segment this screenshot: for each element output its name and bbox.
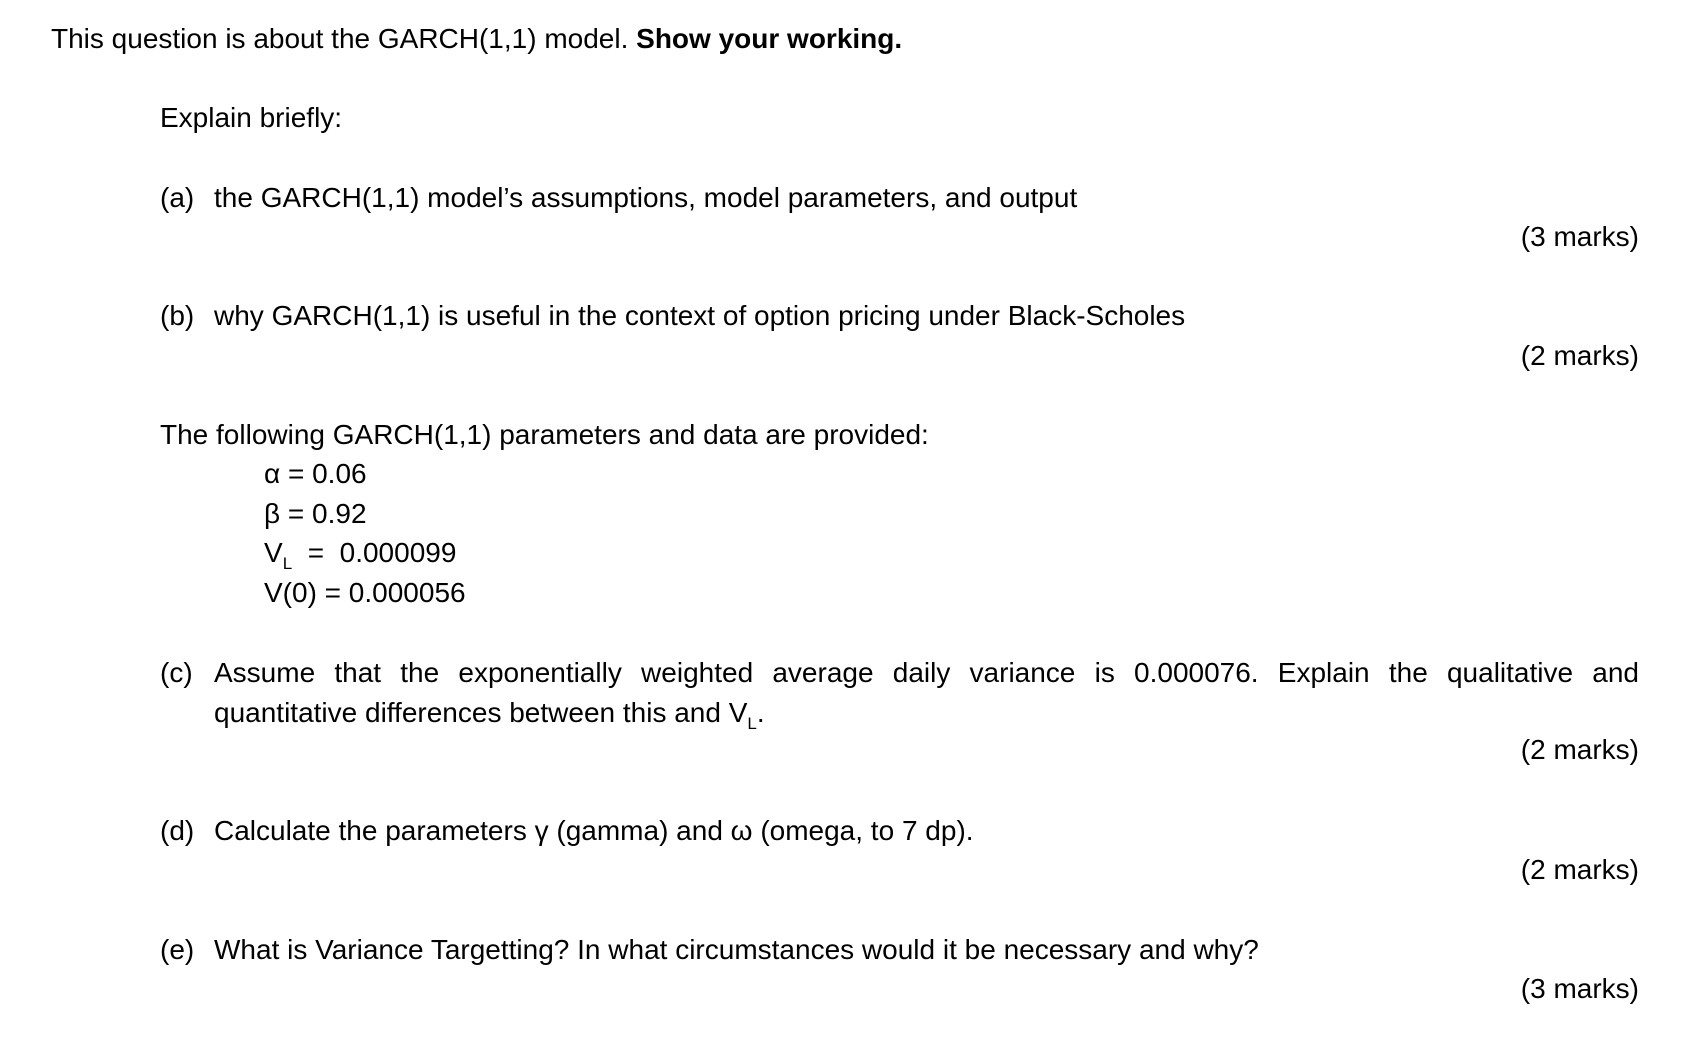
question-a-marks: (3 marks) — [1520, 221, 1639, 252]
param-alpha: α = 0.06 — [264, 458, 367, 489]
question-e-text: What is Variance Targetting? In what circumstances would it be necessary and why? — [214, 934, 1259, 965]
intro-bold-instruction: Show your working. — [636, 23, 903, 54]
question-c-line2-subscript: L — [747, 714, 757, 733]
question-d-marks: (2 marks) — [1520, 854, 1639, 885]
question-e-marks: (3 marks) — [1520, 973, 1639, 1004]
question-intro — [51, 22, 902, 56]
given-heading: The following GARCH(1,1) parameters and data are provided: — [160, 419, 929, 450]
question-c-marks: (2 marks) — [1520, 734, 1639, 765]
param-beta: β = 0.92 — [264, 498, 367, 529]
explain-heading: Explain briefly: — [160, 102, 343, 133]
question-a-text: the GARCH(1,1) model’s assumptions, model parameters, and output — [214, 182, 1078, 213]
question-d-text: Calculate the parameters γ (gamma) and ω (omega, to 7 dp). — [214, 815, 974, 846]
vl-symbol: V — [264, 537, 283, 568]
param-long-run-variance — [264, 536, 456, 574]
question-c-line1: Assume that the exponentially weighted average daily variance is 0.000076. Explain the qualitative and — [214, 657, 1639, 688]
question-c-line2 — [214, 697, 765, 733]
vl-subscript: L — [282, 554, 293, 573]
param-initial-variance: V(0) = 0.000056 — [264, 577, 466, 608]
question-c-line2-suffix: . — [756, 697, 765, 728]
vl-value: = 0.000099 — [292, 537, 457, 568]
question-c-label: (c) — [160, 657, 193, 688]
intro-text: This question is about the GARCH(1,1) model. — [51, 23, 637, 54]
question-b-label: (b) — [160, 300, 195, 331]
question-b-marks: (2 marks) — [1520, 340, 1639, 371]
question-a-label: (a) — [160, 182, 195, 213]
question-b-text: why GARCH(1,1) is useful in the context of option pricing under Black-Scholes — [214, 300, 1186, 331]
question-e-label: (e) — [160, 934, 195, 965]
question-d-label: (d) — [160, 815, 195, 846]
question-c-line2-prefix: quantitative differences between this and V — [214, 697, 748, 728]
question-c-text — [214, 653, 1639, 737]
